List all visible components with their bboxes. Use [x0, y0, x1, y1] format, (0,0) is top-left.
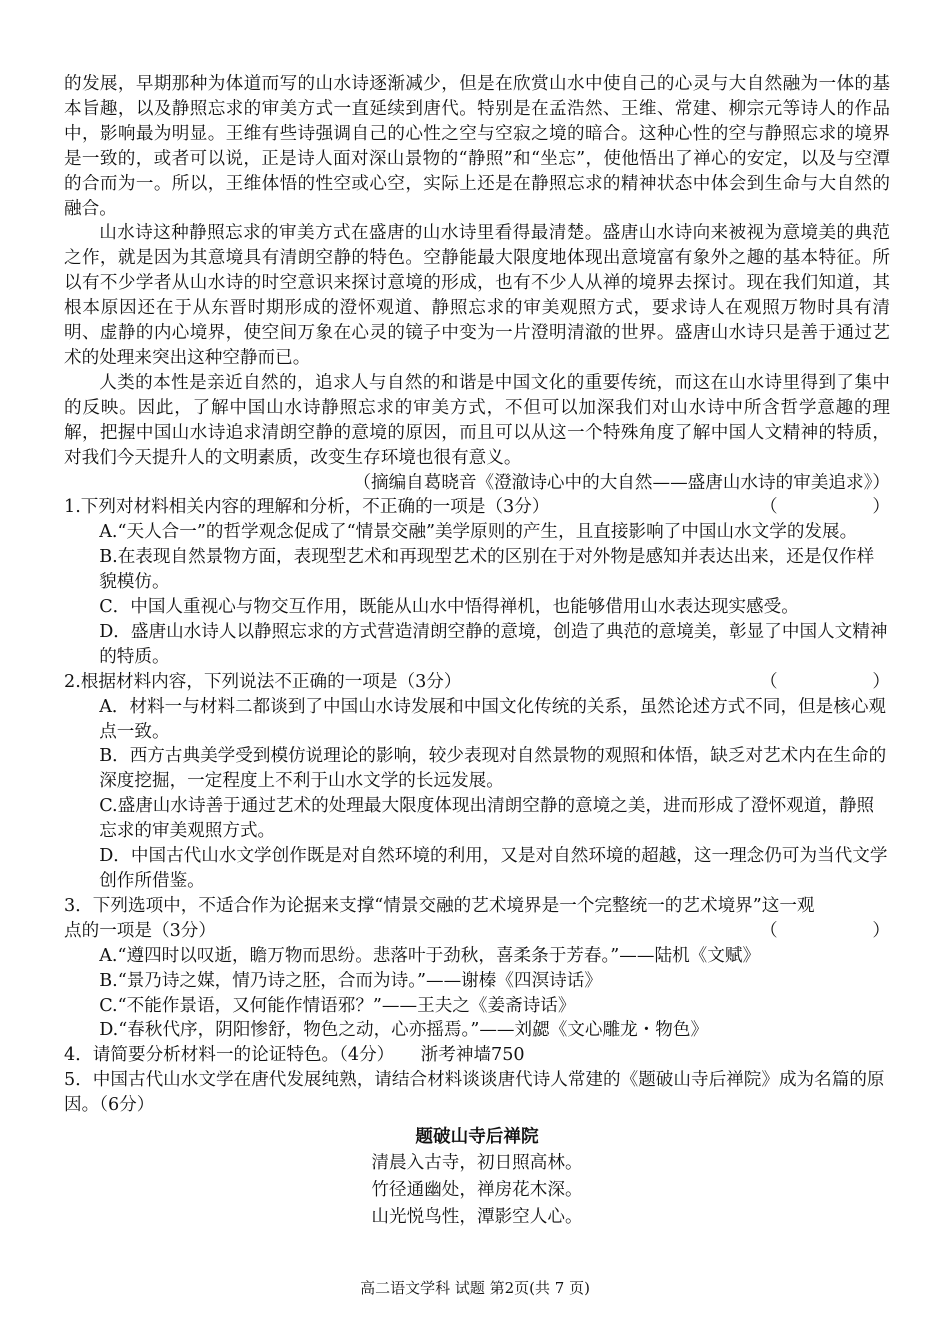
question-1-text: 1.下列对材料相关内容的理解和分析，不正确的一项是（3分）	[64, 497, 550, 518]
bracket-close: ）	[872, 671, 890, 692]
bracket-open: （	[760, 671, 778, 692]
question-1-option-a: A.“天人合一”的哲学观念促成了“情景交融”美学原则的产生，且直接影响了中国山水文学的发展。	[99, 522, 858, 543]
question-3-option-b: B.“景乃诗之媒，情乃诗之胚，合而为诗。”——谢榛《四溟诗话》	[99, 970, 602, 991]
question-3-answer-bracket[interactable]	[760, 919, 890, 944]
passage-paragraph-3: 人类的本性是亲近自然的，追求人与自然的和谐是中国文化的重要传统，而这在山水诗里得到了集中的反映。因此，了解中国山水诗静照忘求的审美方式，不但可以加深我们对山水诗中所含哲学意趣的理解，把握中国山水诗追求清朗空静的意境的原因，而且可以从这一个特殊角度了解中国人文精神的特质，对我们今天提升人的文明素质，改变生存环境也很有意义。	[64, 372, 890, 468]
exam-page	[64, 72, 890, 1231]
question-3	[64, 894, 890, 1043]
question-1-stem	[64, 495, 890, 520]
question-2-answer-bracket[interactable]	[760, 670, 890, 695]
passage-source: （摘编自葛晓音《澄澈诗心中的大自然——盛唐山水诗的审美追求》）	[353, 472, 890, 493]
question-1	[64, 495, 890, 669]
question-2-option-d: D．中国古代山水文学创作既是对自然环境的利用，又是对自然环境的超越，这一理念仍可为当代文学创作所借鉴。	[99, 846, 888, 891]
poem-line: 山光悦鸟性，潭影空人心。	[371, 1207, 583, 1228]
question-2	[64, 670, 890, 894]
question-3-option-a: A.“遵四时以叹逝，瞻万物而思纷。悲落叶于劲秋，喜柔条于芳春。”——陆机《文赋》	[99, 945, 761, 966]
poem-line: 竹径通幽处，禅房花木深。	[371, 1180, 583, 1201]
poem-line: 清晨入古寺，初日照高林。	[371, 1153, 583, 1174]
question-2-text: 2.根据材料内容，下列说法不正确的一项是（3分）	[64, 671, 462, 692]
question-4-text: 4．请简要分析材料一的论证特色。（4分）	[64, 1045, 395, 1066]
bracket-open: （	[760, 920, 778, 941]
question-3-text: 点的一项是（3分）	[64, 920, 216, 941]
question-1-option-b: B.在表现自然景物方面，表现型艺术和再现型艺术的区别在于对外物是感知并表达出来，还是仅作样貌模仿。	[99, 547, 875, 593]
question-1-option-d: D．盛唐山水诗人以静照忘求的方式营造清朗空静的意境，创造了典范的意境美，彰显了中国人文精神的特质。	[99, 621, 888, 667]
question-2-option-b: B．西方古典美学受到模仿说理论的影响，较少表现对自然景物的观照和体悟，缺乏对艺术内在生命的深度挖掘，一定程度上不利于山水文学的长远发展。	[99, 746, 887, 792]
question-3-option-c: C.“不能作景语，又何能作情语邪？”——王夫之《姜斋诗话》	[99, 995, 576, 1016]
poem	[64, 1124, 890, 1231]
question-2-stem	[64, 670, 890, 695]
question-3-option-d: D.“春秋代序，阴阳惨舒，物色之动，心亦摇焉。”——刘勰《文心雕龙・物色》	[99, 1020, 709, 1041]
watermark-tag: 浙考神墙750	[420, 1045, 525, 1066]
question-1-option-c: C．中国人重视心与物交互作用，既能从山水中悟得禅机，也能够借用山水表达现实感受。	[99, 597, 799, 618]
question-3-stem-line-2	[64, 919, 890, 944]
bracket-close: ）	[872, 497, 890, 518]
page-footer: 高二语文学科 试题 第2页(共 7 页)	[360, 1279, 590, 1297]
question-5: 5．中国古代山水文学在唐代发展纯熟，请结合材料谈谈唐代诗人常建的《题破山寺后禅院》成为名篇的原因。（6分）	[64, 1070, 885, 1116]
question-2-option-a: A．材料一与材料二都谈到了中国山水诗发展和中国文化传统的关系，虽然论述方式不同，但是核心观点一致。	[99, 696, 887, 742]
passage-paragraph-1: 的发展，早期那种为体道而写的山水诗逐渐减少，但是在欣赏山水中使自己的心灵与大自然融为一体的基本旨趣，以及静照忘求的审美方式一直延续到唐代。特别是在孟浩然、王维、常建、柳宗元等诗人的作品中，影响最为明显。王维有些诗强调自己的心性之空与空寂之境的暗合。这种心性的空与静照忘求的境界是一致的，或者可以说，正是诗人面对深山景物的“静照”和“坐忘”，使他悟出了禅心的安定，以及与空潭的合而为一。所以，王维体悟的性空或心空，实际上还是在静照忘求的精神状态中体会到生命与大自然的融合。	[64, 74, 890, 219]
question-4	[64, 1043, 890, 1068]
bracket-open: （	[760, 497, 778, 518]
passage-paragraph-2: 山水诗这种静照忘求的审美方式在盛唐的山水诗里看得最清楚。盛唐山水诗向来被视为意境美的典范之作，就是因为其意境具有清朗空静的特色。空静能最大限度地体现出意境富有象外之趣的基本特征。所以有不少学者从山水诗的时空意识来探讨意境的形成，也有不少人从禅的境界去探讨。现在我们知道，其根本原因还在于从东晋时期形成的澄怀观道、静照忘求的审美观照方式，要求诗人在观照万物时具有清明、虚静的内心境界，使空间万象在心灵的镜子中变为一片澄明清澈的世界。盛唐山水诗只是善于通过艺术的处理来突出这种空静而已。	[64, 223, 890, 368]
poem-title: 题破山寺后禅院	[415, 1126, 539, 1148]
question-3-stem-line-1: 3．下列选项中，不适合作为论据来支撑“情景交融的艺术境界是一个完整统一的艺术境界”这一观	[64, 895, 815, 916]
question-2-option-c: C.盛唐山水诗善于通过艺术的处理最大限度体现出清朗空静的意境之美，进而形成了澄怀观道，静照忘求的审美观照方式。	[99, 796, 875, 842]
question-1-answer-bracket[interactable]	[760, 495, 890, 520]
bracket-close: ）	[872, 920, 890, 941]
